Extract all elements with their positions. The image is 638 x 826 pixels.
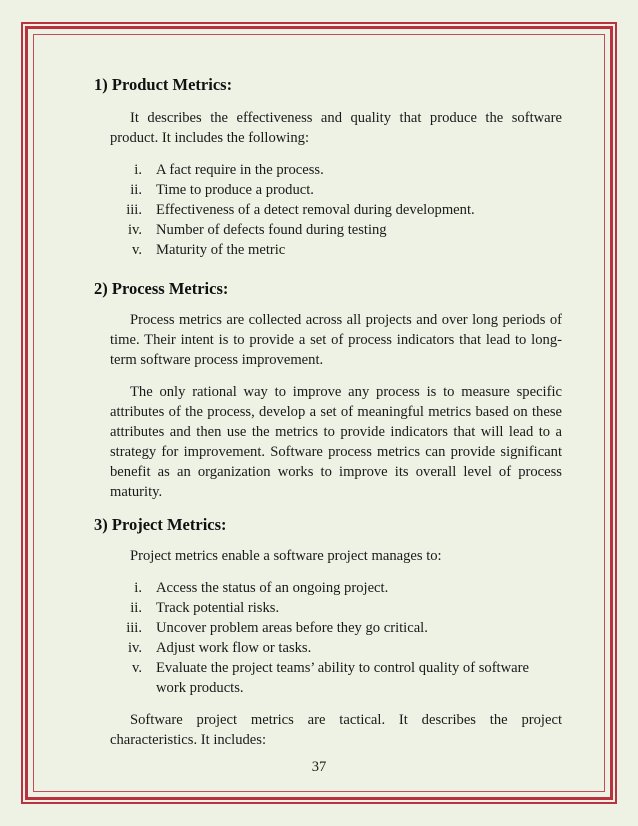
section-heading-project-metrics: 3) Project Metrics: (94, 515, 227, 534)
page-number: 37 (311, 759, 327, 775)
list-item: v. Maturity of the metric (132, 242, 286, 258)
list-item: ii. Time to produce a product. (130, 182, 314, 198)
project-metrics-closing: Software project metrics are tactical. It describes the project characteristics. It includes: (110, 712, 562, 748)
list-item: i. Access the status of an ongoing project. (134, 580, 389, 596)
list-item: ii. Track potential risks. (130, 600, 280, 616)
section-heading-process-metrics: 2) Process Metrics: (94, 279, 229, 298)
list-item: iv. Number of defects found during testing (127, 222, 387, 238)
process-metrics-paragraph: The only rational way to improve any process is to measure specific attributes of the process, develop a set of meaningful metrics based on these attributes and then use the metrics to provide indicators that will lead to a strategy for improvement. Software process metrics can provide significant benefit as an organization works to improve its overall level of process maturity. (110, 384, 562, 500)
list-item: i. A fact require in the process. (134, 162, 324, 178)
project-metrics-intro: Project metrics enable a software project manages to: (130, 548, 442, 564)
process-metrics-paragraph: Process metrics are collected across all projects and over long periods of time. Their intent is to provide a set of process indicators that lead to long-term software process improvement. (110, 312, 562, 368)
product-metrics-intro: It describes the effectiveness and quality that produce the software product. It includes the following: (110, 110, 562, 146)
section-heading-product-metrics: 1) Product Metrics: (94, 75, 233, 94)
document-body (94, 74, 562, 750)
list-item: v. Evaluate the project teams’ ability to control quality of software work products. (132, 660, 529, 696)
product-metrics-list (94, 160, 562, 260)
list-item: iii. Uncover problem areas before they go critical. (126, 620, 428, 636)
list-item: iv. Adjust work flow or tasks. (127, 640, 312, 656)
project-metrics-list (94, 578, 562, 698)
list-item: iii. Effectiveness of a detect removal during development. (126, 202, 475, 218)
